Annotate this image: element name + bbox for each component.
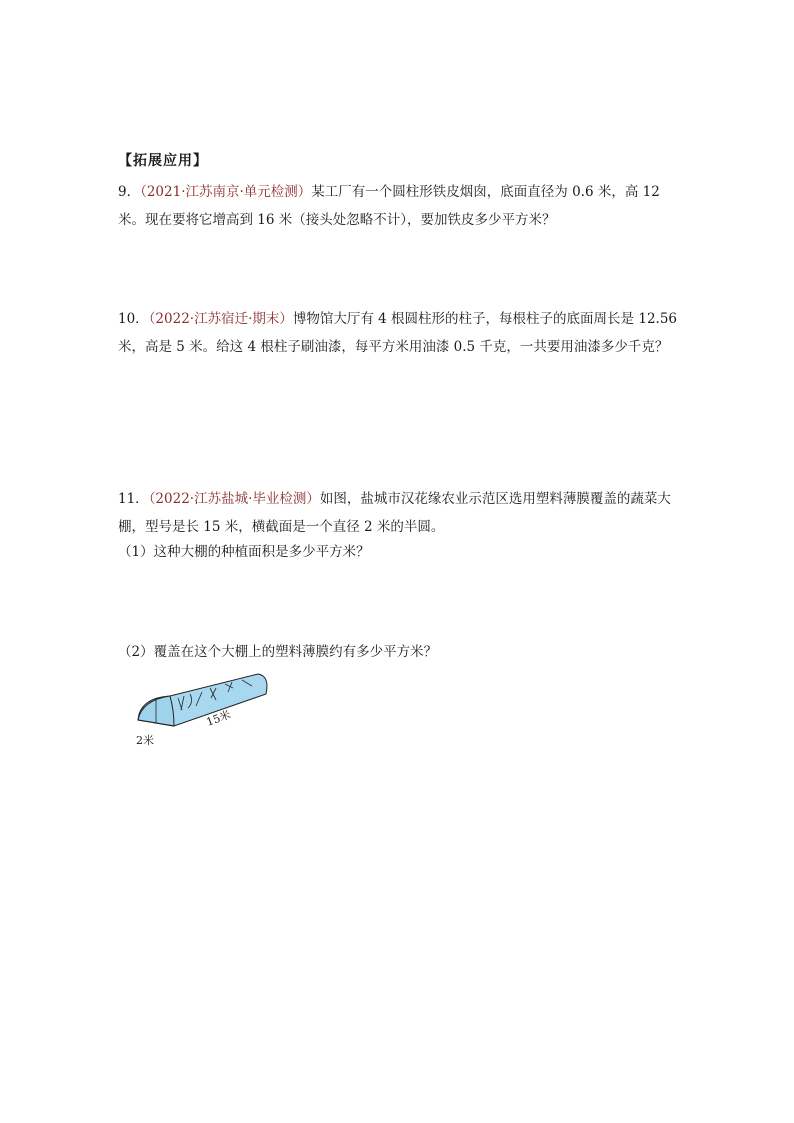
question-number: 9． bbox=[118, 184, 141, 200]
greenhouse-shape bbox=[138, 674, 267, 726]
question-text: 如图，盐城市汉花缘农业示范区选用塑料薄膜覆盖的蔬菜大棚，型号是长 15 米，横截面是一个直径 2 米的半圆。 bbox=[118, 491, 671, 535]
section-title: 【拓展应用】 bbox=[118, 153, 208, 169]
length-label: 15米 bbox=[204, 708, 233, 729]
diameter-label: 2米 bbox=[136, 734, 154, 747]
question-source: （2021·江苏南京·单元检测） bbox=[140, 184, 312, 200]
question-9 bbox=[118, 178, 678, 234]
sub-question-1: （1）这种大棚的种植面积是多少平方米？ bbox=[118, 544, 370, 560]
question-number: 10． bbox=[118, 311, 149, 327]
question-source: （2022·江苏宿迁·期末） bbox=[148, 311, 293, 327]
question-text: 博物馆大厅有 4 根圆柱形的柱子，每根柱子的底面周长是 12.56 米，高是 5 米。给这 4 根柱子刷油漆，每平方米用油漆 0.5 千克，一共要用油漆多少千克？ bbox=[118, 311, 678, 355]
sub-question-2: （2）覆盖在这个大棚上的塑料薄膜约有多少平方米？ bbox=[118, 644, 438, 660]
question-11 bbox=[118, 485, 678, 541]
question-number: 11． bbox=[118, 491, 149, 507]
question-10 bbox=[118, 305, 678, 361]
question-source: （2022·江苏盐城·毕业检测） bbox=[148, 491, 320, 507]
question-text: 某工厂有一个圆柱形铁皮烟囱，底面直径为 0.6 米，高 12 米。现在要将它增高到 16 米（接头处忽略不计），要加铁皮多少平方米？ bbox=[118, 184, 660, 228]
greenhouse-figure bbox=[130, 668, 280, 753]
